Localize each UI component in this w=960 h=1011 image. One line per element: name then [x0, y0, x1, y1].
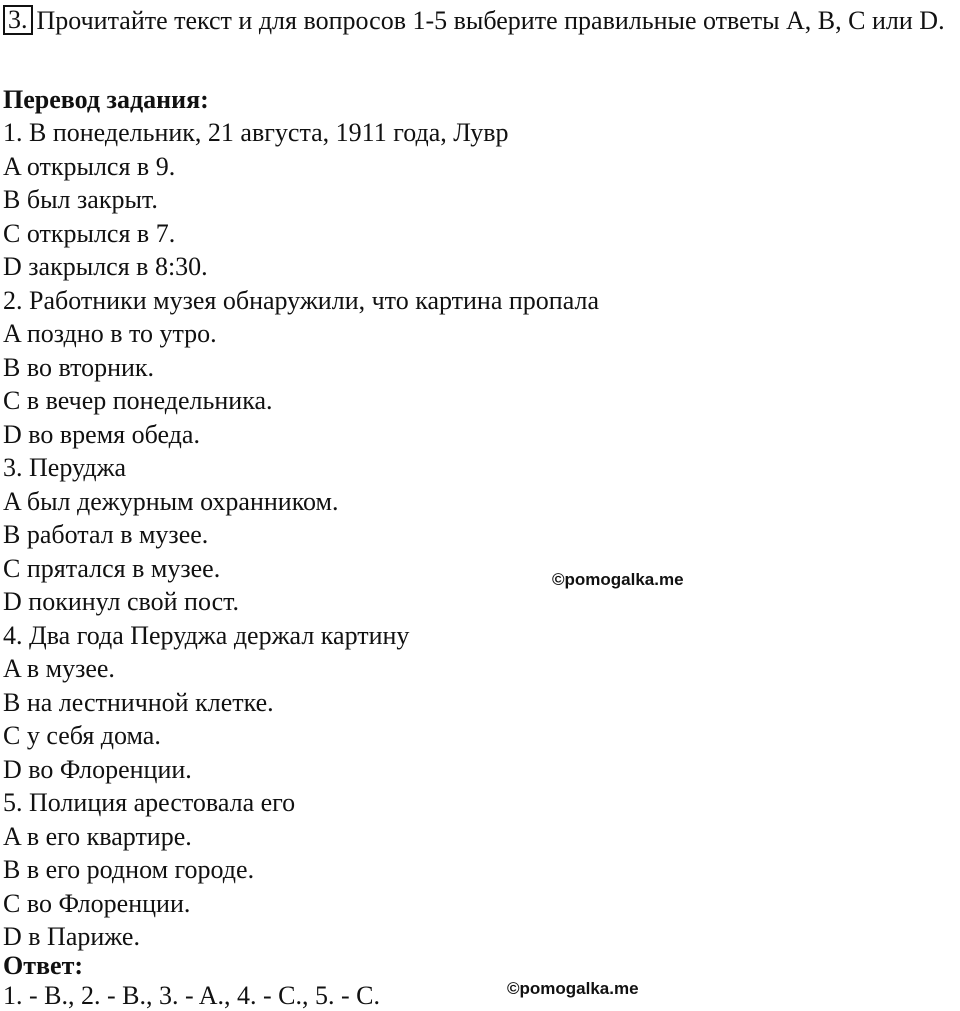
- question-1: 1. В понедельник, 21 августа, 1911 года, Лувр: [3, 118, 509, 147]
- option-line: A поздно в то утро.: [3, 319, 217, 348]
- watermark-text: ©pomogalka.me: [552, 570, 684, 589]
- option-line: D закрылся в 8:30.: [3, 252, 208, 281]
- question-2: 2. Работники музея обнаружили, что картина пропала: [3, 285, 599, 315]
- question-4: 4. Два года Перуджа держал картину: [3, 620, 410, 650]
- option-line: A открылся в 9.: [3, 151, 176, 181]
- option-line: A в музее.: [3, 654, 115, 683]
- option-line: B в его родном городе.: [3, 855, 255, 884]
- option-line: B на лестничной клетке.: [3, 687, 274, 717]
- option-line: D покинул свой пост.: [3, 587, 240, 616]
- option-line: D во время обеда.: [3, 419, 200, 449]
- task-instruction: Прочитайте текст и для вопросов 1-5 выберите правильные ответы А, В, С или D.: [36, 6, 945, 35]
- option-line: C прятался в музее.: [3, 553, 221, 583]
- option-line: C во Флоренции.: [3, 888, 191, 918]
- option-line: C в вечер понедельника.: [3, 386, 273, 415]
- option-line: C у себя дома.: [3, 721, 161, 750]
- answer-text: 1. - B., 2. - B., 3. - A., 4. - C., 5. - C.: [3, 981, 380, 1010]
- option-line: A в его квартире.: [3, 821, 192, 851]
- option-line: B был закрыт.: [3, 185, 158, 214]
- option-line: D в Париже.: [3, 922, 140, 951]
- option-line: C открылся в 7.: [3, 218, 176, 248]
- answer-heading: Ответ:: [3, 951, 84, 980]
- task-header: [3, 4, 958, 38]
- question-3: 3. Перуджа: [3, 453, 127, 482]
- option-line: D во Флоренции.: [3, 754, 192, 784]
- option-line: B во вторник.: [3, 352, 155, 382]
- translation-heading: Перевод задания:: [3, 85, 209, 114]
- task-number-box: 3.: [3, 5, 33, 35]
- option-line: B работал в музее.: [3, 520, 209, 549]
- option-line: A был дежурным охранником.: [3, 486, 339, 516]
- question-5: 5. Полиция арестовала его: [3, 788, 296, 817]
- watermark-text: ©pomogalka.me: [507, 979, 639, 998]
- translation-lines: [3, 116, 599, 954]
